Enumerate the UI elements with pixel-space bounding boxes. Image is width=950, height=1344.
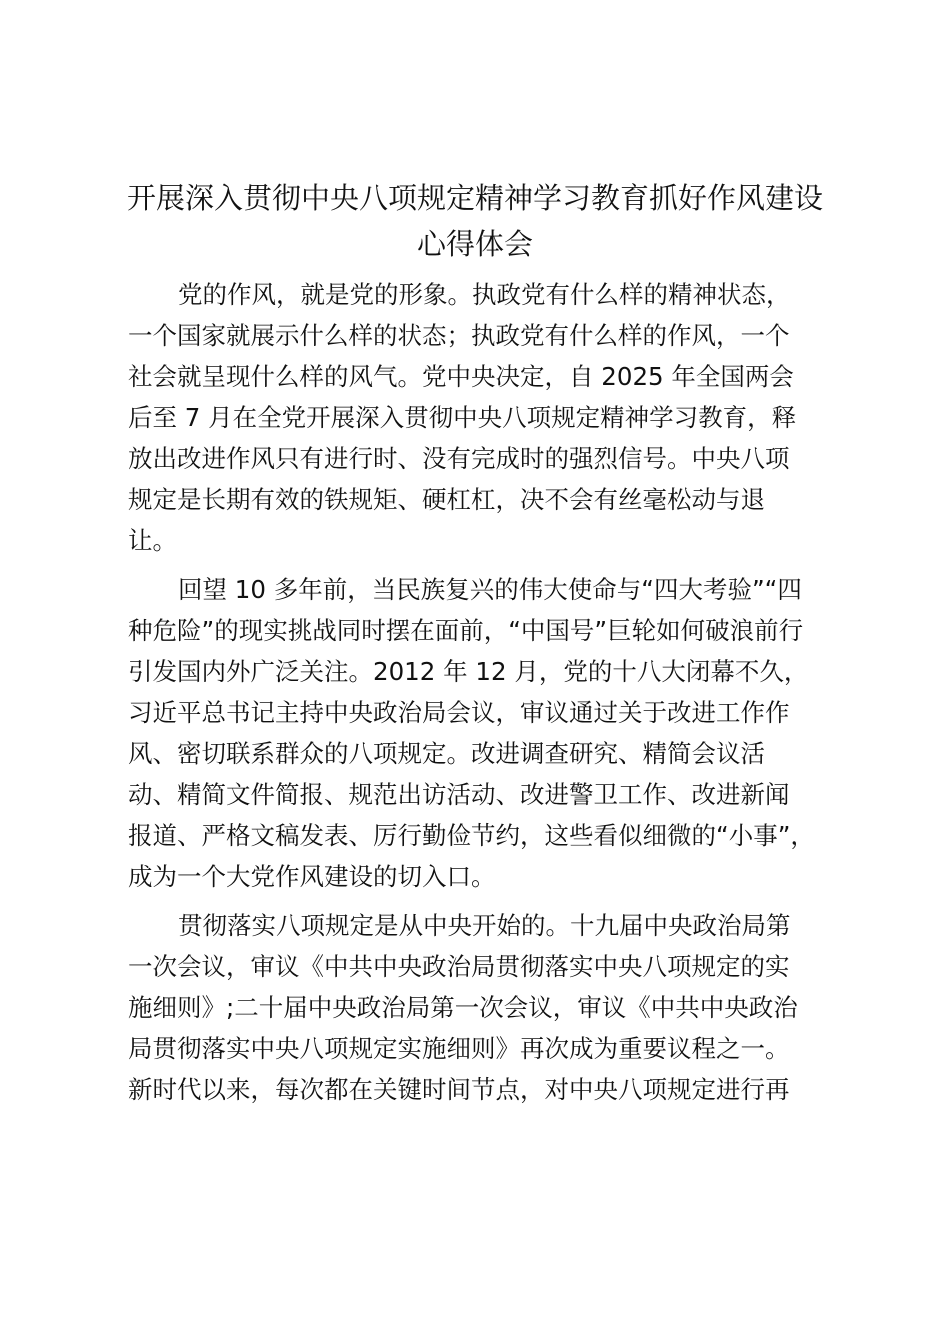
paragraph-line: 引发国内外广泛关注。2012 年 12 月，党的十八大闭幕不久，: [128, 657, 809, 686]
paragraph-line: 动、精简文件简报、规范出访活动、改进警卫工作、改进新闻: [128, 780, 790, 809]
paragraph-3: [128, 905, 828, 1110]
paragraph-line: 习近平总书记主持中央政治局会议，审议通过关于改进工作作: [128, 698, 790, 727]
paragraph-line: 让。: [128, 526, 177, 555]
document-title-line-2: 心得体会: [416, 227, 533, 261]
paragraph-line: 回望 10 多年前，当民族复兴的伟大使命与“四大考验”“四: [178, 575, 802, 604]
paragraph-2: [128, 569, 828, 897]
paragraph-line: 一次会议，审议《中共中央政治局贯彻落实中央八项规定的实: [128, 952, 790, 981]
paragraph-line: 后至 7 月在全党开展深入贯彻中央八项规定精神学习教育，释: [128, 403, 797, 432]
paragraph-line: 局贯彻落实中央八项规定实施细则》再次成为重要议程之一。: [128, 1034, 790, 1063]
document-body: [128, 274, 828, 1110]
paragraph-line: 成为一个大党作风建设的切入口。: [128, 862, 496, 891]
paragraph-line: 贯彻落实八项规定是从中央开始的。十九届中央政治局第: [178, 911, 791, 940]
paragraph-line: 施细则》;二十届中央政治局第一次会议，审议《中共中央政治: [128, 993, 798, 1022]
paragraph-line: 新时代以来，每次都在关键时间节点，对中央八项规定进行再: [128, 1075, 790, 1104]
paragraph-line: 党的作风，就是党的形象。执政党有什么样的精神状态，: [178, 280, 791, 309]
paragraph-line: 风、密切联系群众的八项规定。改进调查研究、精简会议活: [128, 739, 765, 768]
paragraph-line: 规定是长期有效的铁规矩、硬杠杠，决不会有丝毫松动与退: [128, 485, 765, 514]
document-title-line-1: 开展深入贯彻中央八项规定精神学习教育抓好作风建设: [126, 181, 823, 215]
paragraph-1: [128, 274, 828, 561]
paragraph-line: 种危险”的现实挑战同时摆在面前，“中国号”巨轮如何破浪前行: [128, 616, 804, 645]
paragraph-line: 放出改进作风只有进行时、没有完成时的强烈信号。中央八项: [128, 444, 790, 473]
paragraph-line: 报道、严格文稿发表、厉行勤俭节约，这些看似细微的“小事”，: [128, 821, 815, 850]
paragraph-line: 一个国家就展示什么样的状态；执政党有什么样的作风，一个: [128, 321, 790, 350]
paragraph-line: 社会就呈现什么样的风气。党中央决定，自 2025 年全国两会: [128, 362, 794, 391]
